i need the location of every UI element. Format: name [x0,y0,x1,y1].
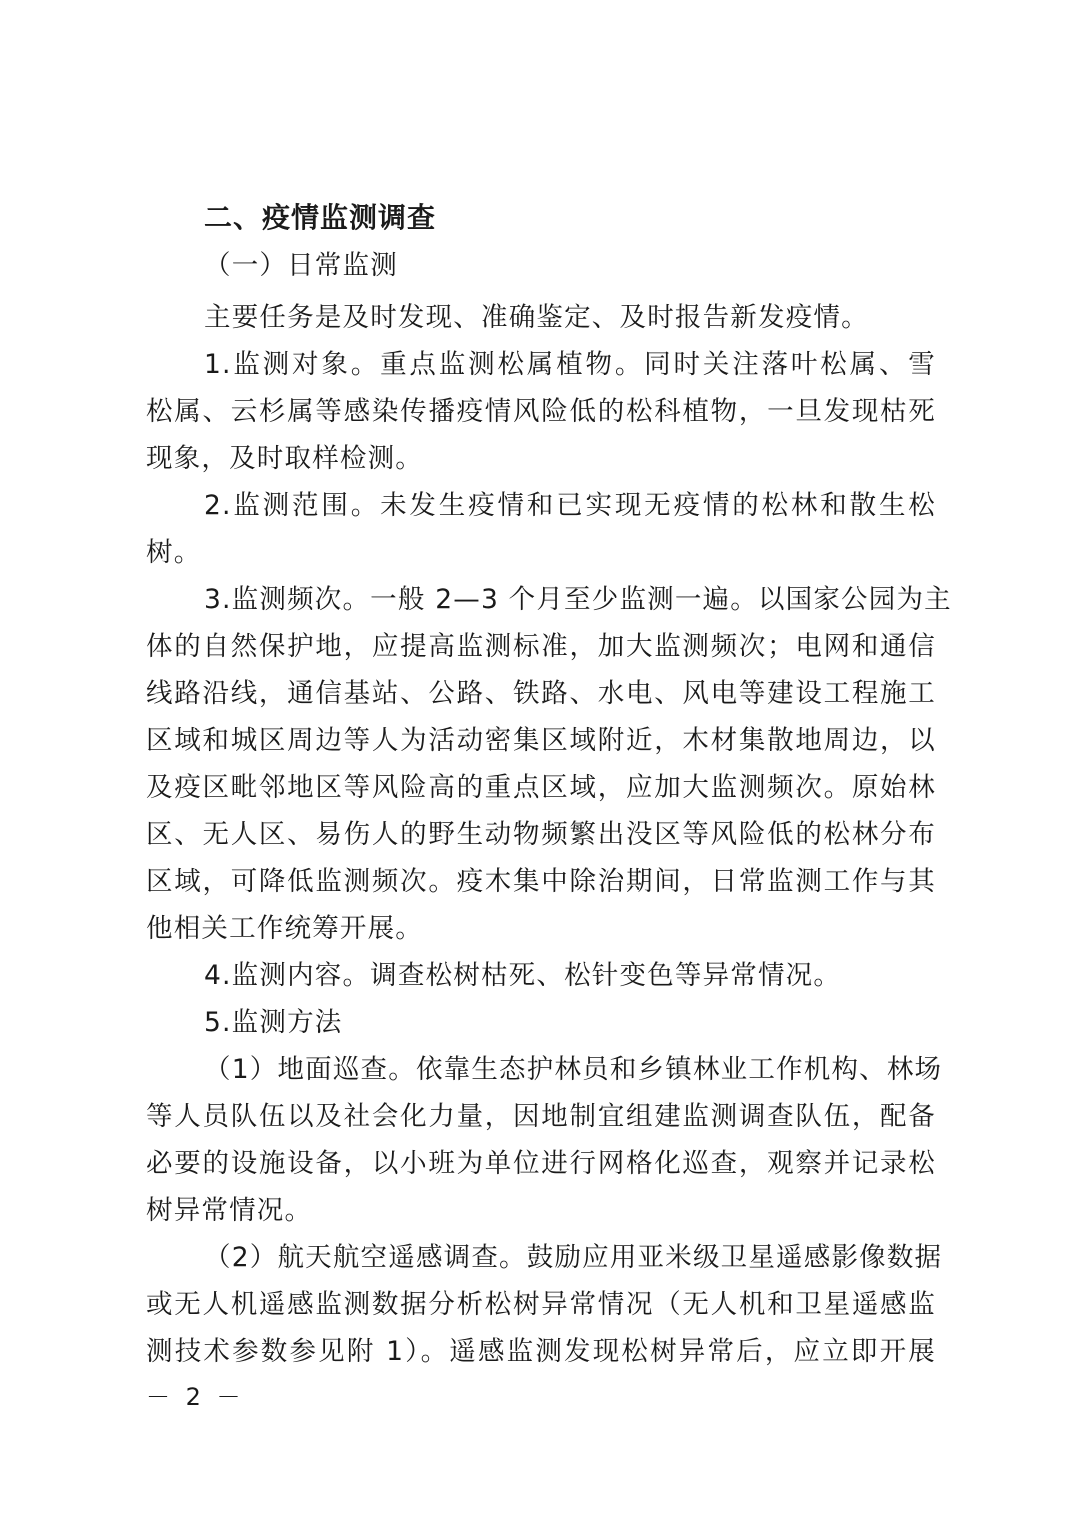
paragraph-line: （1）地面巡查。依靠生态护林员和乡镇林业工作机构、林场 [204,1054,943,1085]
paragraph-line: 4.监测内容。调查松树枯死、松针变色等异常情况。 [204,960,842,991]
paragraph-line: 及疫区毗邻地区等风险高的重点区域，应加大监测频次。原始林 [146,772,936,803]
paragraph-line: 区、无人区、易伤人的野生动物频繁出没区等风险低的松林分布 [146,819,936,850]
paragraph-line: 区域和城区周边等人为活动密集区域附近，木材集散地周边，以 [146,725,936,756]
paragraph-line: 3.监测频次。一般 2—3 个月至少监测一遍。以国家公园为主 [204,584,952,615]
paragraph-line: （2）航天航空遥感调查。鼓励应用亚米级卫星遥感影像数据 [204,1242,943,1273]
paragraph-line: 树异常情况。 [146,1195,313,1226]
paragraph-line: 必要的设施设备，以小班为单位进行网格化巡查，观察并记录松 [146,1148,936,1179]
paragraph-line: 他相关工作统筹开展。 [146,913,423,944]
paragraph-line: 2.监测范围。未发生疫情和已实现无疫情的松林和散生松 [204,490,936,521]
paragraph-line: 区域，可降低监测频次。疫木集中除治期间，日常监测工作与其 [146,866,936,897]
paragraph-line: 测技术参数参见附 1）。遥感监测发现松树异常后，应立即开展 [146,1336,936,1367]
paragraph-line: 或无人机遥感监测数据分析松树异常情况（无人机和卫星遥感监 [146,1289,936,1320]
paragraph-line: 等人员队伍以及社会化力量，因地制宜组建监测调查队伍，配备 [146,1101,936,1132]
page-number: － 2 － [146,1383,245,1411]
subsection-heading: （一）日常监测 [204,250,398,281]
paragraph-line: 松属、云杉属等感染传播疫情风险低的松科植物，一旦发现枯死 [146,396,936,427]
paragraph-line: 线路沿线，通信基站、公路、铁路、水电、风电等建设工程施工 [146,678,936,709]
paragraph-line: 树。 [146,537,202,568]
paragraph-line: 现象，及时取样检测。 [146,443,423,474]
section-heading: 二、疫情监测调查 [204,201,437,234]
paragraph-line: 主要任务是及时发现、准确鉴定、及时报告新发疫情。 [204,302,869,333]
paragraph-line: 1.监测对象。重点监测松属植物。同时关注落叶松属、雪 [204,349,936,380]
paragraph-line: 5.监测方法 [204,1007,343,1038]
paragraph-line: 体的自然保护地，应提高监测标准，加大监测频次；电网和通信 [146,631,936,662]
